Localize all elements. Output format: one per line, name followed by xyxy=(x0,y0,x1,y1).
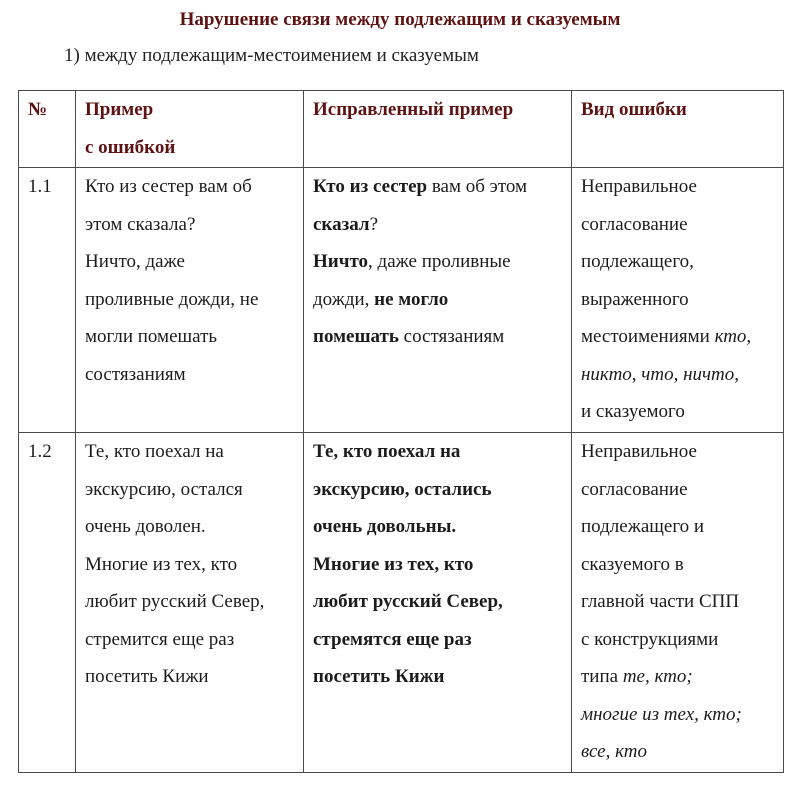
row-number-label: 1.1 xyxy=(28,176,52,197)
example-line: очень доволен. xyxy=(85,516,206,537)
error-line xyxy=(581,318,783,356)
corrected-line: любит русский Север, xyxy=(313,591,503,612)
error-line: подлежащего и xyxy=(581,516,705,537)
section-subtitle: 1) между подлежащим-местоимением и сказуемым xyxy=(64,45,479,66)
error-line: согласование xyxy=(581,213,688,235)
example-cell xyxy=(76,433,304,773)
example-line: проливные дожди, не xyxy=(85,288,259,310)
error-line: многие из тех, кто; xyxy=(581,703,742,725)
error-line: главной части СПП xyxy=(581,591,740,612)
corrected-line: экскурсию, остались xyxy=(313,478,492,500)
example-line: посетить Кижи xyxy=(85,666,209,687)
example-line: Ничто, даже xyxy=(85,251,185,272)
header-corrected-label: Исправленный пример xyxy=(313,99,514,120)
corrected-line: Те, кто поехал на xyxy=(313,441,461,462)
corrected-line xyxy=(313,206,571,244)
corrected-line xyxy=(313,318,571,356)
corrected-line: стремятся еще раз xyxy=(313,628,472,650)
header-num-label: № xyxy=(28,99,48,120)
error-line: выраженного xyxy=(581,288,689,310)
error-line: и сказуемого xyxy=(581,401,685,422)
error-text: местоимениями xyxy=(581,326,715,347)
row-number-label: 1.2 xyxy=(28,441,52,462)
corrected-text: , даже проливные xyxy=(368,251,511,272)
header-example xyxy=(76,91,304,168)
error-italic: кто, xyxy=(714,326,752,347)
corrected-bold: не могло xyxy=(374,288,449,310)
error-line: никто, что, ничто, xyxy=(581,363,740,385)
example-line: могли помешать xyxy=(85,326,218,347)
corrected-text: состязаниям xyxy=(398,326,505,347)
corrected-bold: помешать xyxy=(313,326,399,347)
error-line: Неправильное xyxy=(581,441,697,462)
corrected-text: вам об этом xyxy=(427,176,528,197)
table-row xyxy=(19,168,784,433)
header-corrected xyxy=(304,91,572,168)
example-line: Кто из сестер вам об xyxy=(85,176,252,197)
error-line: с конструкциями xyxy=(581,628,719,650)
error-type-cell xyxy=(572,168,784,433)
errors-table xyxy=(18,90,784,773)
example-cell xyxy=(76,168,304,433)
row-number xyxy=(19,168,76,433)
corrected-bold: Ничто xyxy=(313,251,369,272)
error-line: сказуемого в xyxy=(581,553,684,575)
example-line: этом сказала? xyxy=(85,213,196,235)
document-title: Нарушение связи между подлежащим и сказуемым xyxy=(179,9,621,30)
example-line: состязаниям xyxy=(85,363,186,385)
row-number xyxy=(19,433,76,773)
example-line: экскурсию, остался xyxy=(85,478,243,500)
header-example-line: с ошибкой xyxy=(85,136,176,158)
header-num xyxy=(19,91,76,168)
error-text: типа xyxy=(581,666,623,687)
error-line: все, кто xyxy=(581,741,647,762)
corrected-bold: сказал xyxy=(313,213,370,235)
corrected-text: дожди, xyxy=(313,288,375,310)
error-italic: те, кто; xyxy=(622,666,693,687)
header-error-type-label: Вид ошибки xyxy=(581,99,687,120)
error-line: подлежащего, xyxy=(581,251,694,272)
corrected-line: Многие из тех, кто xyxy=(313,553,474,575)
corrected-bold: Кто из сестер xyxy=(313,176,428,197)
error-line: Неправильное xyxy=(581,176,697,197)
corrected-cell xyxy=(304,168,572,433)
corrected-line xyxy=(313,281,571,319)
error-line: согласование xyxy=(581,478,688,500)
corrected-text: ? xyxy=(369,213,378,235)
error-line xyxy=(581,658,783,696)
example-line: Те, кто поехал на xyxy=(85,441,224,462)
table-header-row xyxy=(19,91,784,168)
error-type-cell xyxy=(572,433,784,773)
table-row xyxy=(19,433,784,773)
example-line: стремится еще раз xyxy=(85,628,235,650)
corrected-line: посетить Кижи xyxy=(313,666,445,687)
corrected-cell xyxy=(304,433,572,773)
example-line: любит русский Север, xyxy=(85,591,265,612)
corrected-line: очень довольны. xyxy=(313,516,457,537)
example-line: Многие из тех, кто xyxy=(85,553,238,575)
corrected-line xyxy=(313,168,571,206)
corrected-line xyxy=(313,243,571,281)
header-error-type xyxy=(572,91,784,168)
header-example-line: Пример xyxy=(85,99,154,120)
